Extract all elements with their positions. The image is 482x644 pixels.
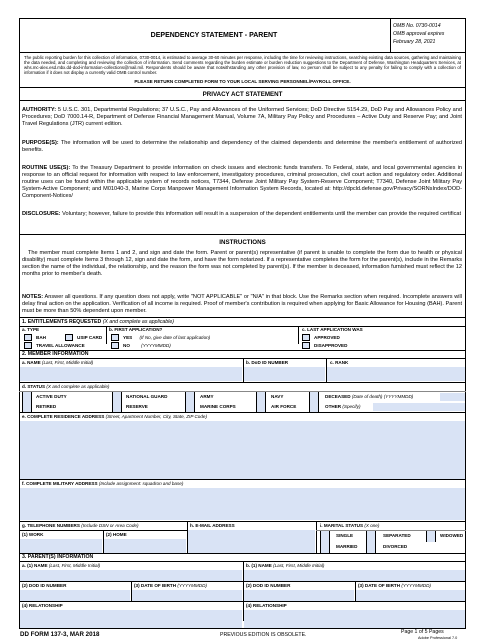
- parent-b-dob-label-text: (3) DATE OF BIRTH: [358, 583, 401, 588]
- authority-text: 5 U.S.C. 301, Departmental Regulations; 37 U.S.C., Pay and Allowances of the Uniformed Services; DoD Directive 5154.29, DoD Pay and Allowances Policy and Procedures; DoD 7000.14-R, Department of Defense Financial Management Manual, Volume 7A, Military Pay Policy and Procedures – Active Duty and Reserve Pay; and Joint Travel Regulations (JTR) current edition.: [22, 107, 462, 128]
- travel-allowance-label: TRAVEL ALLOWANCE: [36, 342, 85, 348]
- marital-status-label-text: i. MARITAL STATUS: [320, 523, 364, 528]
- divider: [106, 326, 107, 344]
- parent-a-dob-input[interactable]: [132, 590, 242, 601]
- telephone-label: [22, 524, 139, 529]
- disclosure-paragraph: [22, 211, 462, 218]
- other-specify-input[interactable]: [373, 403, 465, 411]
- divider: [316, 530, 466, 531]
- other-note: (Specify): [342, 404, 361, 409]
- parent-a-name-label: [22, 564, 100, 569]
- section-1-note: (X and complete as applicable): [102, 319, 174, 325]
- widowed-checkbox[interactable]: [426, 531, 436, 542]
- parent-b-relationship-label: (4) RELATIONSHIP: [246, 603, 287, 608]
- parent-a-name-input[interactable]: [20, 570, 242, 581]
- previous-edition-notice: PREVIOUS EDITION IS OBSOLETE.: [220, 632, 307, 638]
- omb-approval: OMB approval expires: [393, 31, 445, 37]
- deceased-note: (Date of death) (YYYYMMDD): [351, 394, 414, 399]
- parent-a-dod-id-input[interactable]: [20, 590, 130, 601]
- military-address-note: (Include assignment: squadron and base): [98, 481, 184, 486]
- telephone-label-text: g. TELEPHONE NUMBERS: [22, 523, 80, 528]
- parent-b-dob-note: (YYYYMMDD): [401, 583, 431, 588]
- single-checkbox[interactable]: [320, 531, 330, 553]
- omb-expiration-date: February 28, 2021: [393, 39, 436, 45]
- routine-uses-paragraph: [22, 165, 462, 200]
- active-duty-label: ACTIVE DUTY: [36, 394, 67, 399]
- routine-uses-text: To the Treasury Department to provide information on check issues and electronic funds transfers. To Federal, state, and local governmental agencies in response to an official request for information with respect to law enforcement, investigatory procedures, criminal prosecution, civil court action and regulatory order. Additional routine uses can be found within the applicable system of records notices, T7344, Defense Joint Military Pay System-Reserve Component; T7340, Defense Joint Military Pay System-Active Component; and M01040-3, Marine Corps Manpower Management Information System Records, located at: http://dpcld.defense.gov/Privacy/SORNsIndex/DOD-Component-Notices/: [22, 165, 463, 200]
- date-of-death-input[interactable]: [440, 393, 465, 401]
- status-label-text: d. STATUS: [22, 384, 46, 389]
- parent-a-name-label-text: a. (1) NAME: [22, 563, 48, 568]
- parent-a-relationship-label: (4) RELATIONSHIP: [22, 603, 63, 608]
- telephone-note: (Include DSN or Area Code): [81, 523, 139, 528]
- section-3-title: 3. PARENT(S) INFORMATION: [22, 554, 94, 560]
- status-note: (X and complete as applicable): [46, 384, 110, 389]
- parent-a-dob-label-text: (3) DATE OF BIRTH: [134, 583, 177, 588]
- single-label: SINGLE: [336, 533, 354, 538]
- first-application-label: b. FIRST APPLICATION?: [109, 327, 163, 332]
- parent-b-name-label-text: b. (1) NAME: [246, 563, 272, 568]
- member-rank-input[interactable]: [327, 367, 465, 381]
- home-phone-label: (2) HOME: [106, 532, 127, 537]
- deceased-text: DECEASED: [325, 394, 351, 399]
- purpose-paragraph: [22, 140, 462, 154]
- no-checkbox[interactable]: [111, 342, 119, 349]
- disclosure-text: Voluntary; however, failure to provide this information will result in a suspension of the dependent entitlements until the member can provide the required certificat: [62, 211, 462, 217]
- member-name-label-text: a. NAME: [22, 360, 41, 365]
- work-phone-input[interactable]: [20, 539, 102, 553]
- authority-label: AUTHORITY:: [22, 107, 57, 113]
- disclosure-label: DISCLOSURE:: [22, 211, 61, 217]
- form-number: DD FORM 137-3, MAR 2018: [20, 631, 100, 638]
- notes-label: NOTES:: [22, 294, 44, 300]
- no-text: NO: [123, 342, 130, 348]
- member-name-label: [22, 361, 93, 366]
- usip-card-checkbox[interactable]: [65, 334, 73, 341]
- section-2-title: 2. MEMBER INFORMATION: [22, 351, 89, 357]
- residence-address-input[interactable]: [20, 421, 465, 479]
- last-application-label: c. LAST APPLICATION WAS: [302, 327, 363, 332]
- army-label: ARMY: [200, 394, 214, 399]
- adobe-version: Adobe Professional 7.0: [418, 636, 458, 640]
- parent-b-relationship-input[interactable]: [244, 610, 465, 628]
- military-address-input[interactable]: [20, 488, 465, 520]
- divider: [19, 601, 466, 602]
- marine-corps-label: MARINE CORPS: [200, 404, 236, 409]
- status-label: [22, 385, 109, 390]
- divider: [19, 521, 466, 522]
- purpose-text: The information will be used to determine the relationship and dependency of the claimed dependents and determine the member's entitlement of authorized benefits.: [22, 140, 462, 154]
- home-phone-input[interactable]: [104, 539, 186, 553]
- divider: [19, 479, 466, 480]
- email-input[interactable]: [188, 530, 315, 553]
- divorced-label: DIVORCED: [383, 544, 408, 549]
- instructions-body: The member must complete Items 1 and 2, and sign and date the form. Parent or parent(s) representative (if parent is unable to complete the form due to health or physical disability) must complete Items 3 through 12, sign and date the form, and have the form notarized. If a representative completes the form for the parent(s), include in the Remarks section the name of the individual, the relationship, and the reason the form was not completed by parent(s). If the member is deceased, information furnished must reflect the 12 months prior to member's death.: [22, 250, 462, 278]
- residence-address-label-text: e. COMPLETE RESIDENCE ADDRESS: [22, 414, 105, 419]
- yes-label: [123, 336, 210, 341]
- marital-status-note: (X one): [364, 523, 380, 528]
- section-1-title: [22, 320, 174, 325]
- yes-note: (If No, give date of last application): [139, 334, 211, 340]
- parent-b-name-note: (Last, First, Middle Initial): [273, 563, 325, 568]
- dod-id-label: b. DoD ID NUMBER: [246, 360, 289, 365]
- divider: [19, 52, 466, 53]
- parent-a-name-note: (Last, First, Middle Initial): [48, 563, 101, 568]
- approved-label: APPROVED: [314, 334, 340, 340]
- member-name-input[interactable]: [20, 367, 242, 381]
- email-label: h. E-MAIL ADDRESS: [190, 523, 235, 528]
- divider: [298, 326, 299, 344]
- separated-label: SEPARATED: [383, 533, 411, 538]
- approved-checkbox[interactable]: [302, 334, 310, 341]
- no-note: (YYYYMMDD): [141, 342, 171, 348]
- yes-checkbox[interactable]: [111, 334, 119, 341]
- notes-paragraph: [22, 294, 462, 315]
- member-dod-id-input[interactable]: [244, 367, 325, 381]
- notes-text: Answer all questions. If any question does not apply, write "NOT APPLICABLE" or "N/A" in that block. Use the Remarks section when required. Incomplete answers will delay final action on the application. Verification of all income is required. Proof of member's contribution is required when applying for Basic Allowance for Housing (BAH). Parent must be more than 50% dependent upon member.: [22, 294, 462, 315]
- married-label: MARRIED: [336, 544, 358, 549]
- divider: [19, 326, 466, 327]
- header-divider: [390, 18, 391, 52]
- national-guard-label: NATIONAL GUARD: [126, 394, 168, 399]
- army-checkbox[interactable]: [185, 392, 195, 412]
- omb-number: OMB No. 0730-0014: [393, 23, 441, 29]
- widowed-label: WIDOWED: [440, 533, 464, 538]
- privacy-heading: PRIVACY ACT STATEMENT: [202, 91, 283, 98]
- return-notice: PLEASE RETURN COMPLETED FORM TO YOUR LOCAL SERVING PERSONNEL/PAYROLL OFFICE.: [134, 79, 351, 84]
- other-text: OTHER: [325, 404, 342, 409]
- navy-label: NAVY: [271, 394, 284, 399]
- routine-uses-label: ROUTINE USE(S):: [22, 165, 71, 171]
- yes-text: YES: [123, 334, 133, 340]
- type-label: a. TYPE: [22, 327, 40, 332]
- divider: [19, 87, 466, 88]
- divider: [19, 391, 466, 392]
- usip-card-label: USIP CARD: [77, 334, 103, 340]
- divider: [19, 581, 466, 582]
- form-title: DEPENDENCY STATEMENT - PARENT: [150, 32, 278, 39]
- military-address-label: [22, 482, 183, 487]
- parent-a-dob-label: [134, 584, 207, 589]
- page-number: Page 1 of 5 Pages: [401, 629, 444, 635]
- parent-a-dob-note: (YYYYMMDD): [177, 583, 207, 588]
- deceased-label: [325, 395, 413, 400]
- other-label: [325, 405, 360, 410]
- divider: [316, 521, 317, 553]
- divider: [19, 382, 466, 383]
- residence-address-label: [22, 415, 207, 420]
- parent-a-dod-id-label: (2) DOD ID NUMBER: [22, 583, 67, 588]
- air-force-label: AIR FORCE: [271, 404, 297, 409]
- parent-b-dod-id-label: (2) DOD ID NUMBER: [246, 583, 291, 588]
- instructions-heading: INSTRUCTIONS: [219, 239, 266, 246]
- residence-address-note: (Street, Apartment Number, City, State, ZIP Code): [105, 414, 208, 419]
- member-name-note: (Last, First, Middle Initial): [41, 360, 94, 365]
- travel-allowance-checkbox[interactable]: [24, 342, 32, 349]
- purpose-label: PURPOSE(S):: [22, 140, 59, 146]
- section-1-title-text: 1. ENTITLEMENTS REQUESTED: [22, 319, 102, 325]
- divider: [19, 100, 466, 101]
- bah-checkbox[interactable]: [24, 334, 32, 341]
- disapproved-checkbox[interactable]: [302, 342, 310, 349]
- parent-a-relationship-input[interactable]: [20, 610, 242, 628]
- navy-checkbox[interactable]: [256, 392, 266, 412]
- active-duty-checkbox[interactable]: [22, 392, 32, 412]
- disapproved-label: DISAPPROVED: [314, 342, 348, 348]
- rank-label: c. RANK: [330, 360, 349, 365]
- military-address-label-text: f. COMPLETE MILITARY ADDRESS: [22, 481, 98, 486]
- parent-b-name-input[interactable]: [244, 570, 465, 581]
- retired-label: RETIRED: [36, 404, 57, 409]
- bah-label: BAH: [36, 334, 46, 340]
- deceased-checkbox[interactable]: [309, 392, 319, 412]
- separated-checkbox[interactable]: [366, 531, 376, 553]
- reserve-label: RESERVE: [126, 404, 148, 409]
- authority-paragraph: [22, 107, 462, 128]
- divider: [19, 412, 466, 413]
- parent-b-name-label: [246, 564, 324, 569]
- parent-b-dob-label: [358, 584, 431, 589]
- marital-status-label: [320, 524, 379, 529]
- work-phone-label: (1) WORK: [22, 532, 44, 537]
- divider: [19, 317, 466, 318]
- no-label: [123, 344, 171, 349]
- burden-statement: The public reporting burden for this collection of information, 0730-0014, is estimated to average 30-60 minutes per response, including the time for reviewing instructions, searching existing data sources, gathering and maintaining the data needed, and completing and reviewing the collection of information. Send comments regarding the burden estimate or burden reduction suggestions to the Department of Defense, Washington Headquarters Services, at whs.mc-alex.esd.mbx.dd-dod-information-collections@mail.mil. Respondents should be aware that notwithstanding any other provision of law, no person shall be subject to any penalty for failing to comply with a collection of information if it does not display a currently valid OMB control number.: [24, 55, 461, 75]
- divider: [19, 234, 466, 235]
- national-guard-checkbox[interactable]: [112, 392, 122, 412]
- parent-b-dod-id-input[interactable]: [244, 590, 354, 601]
- parent-b-dob-input[interactable]: [356, 590, 465, 601]
